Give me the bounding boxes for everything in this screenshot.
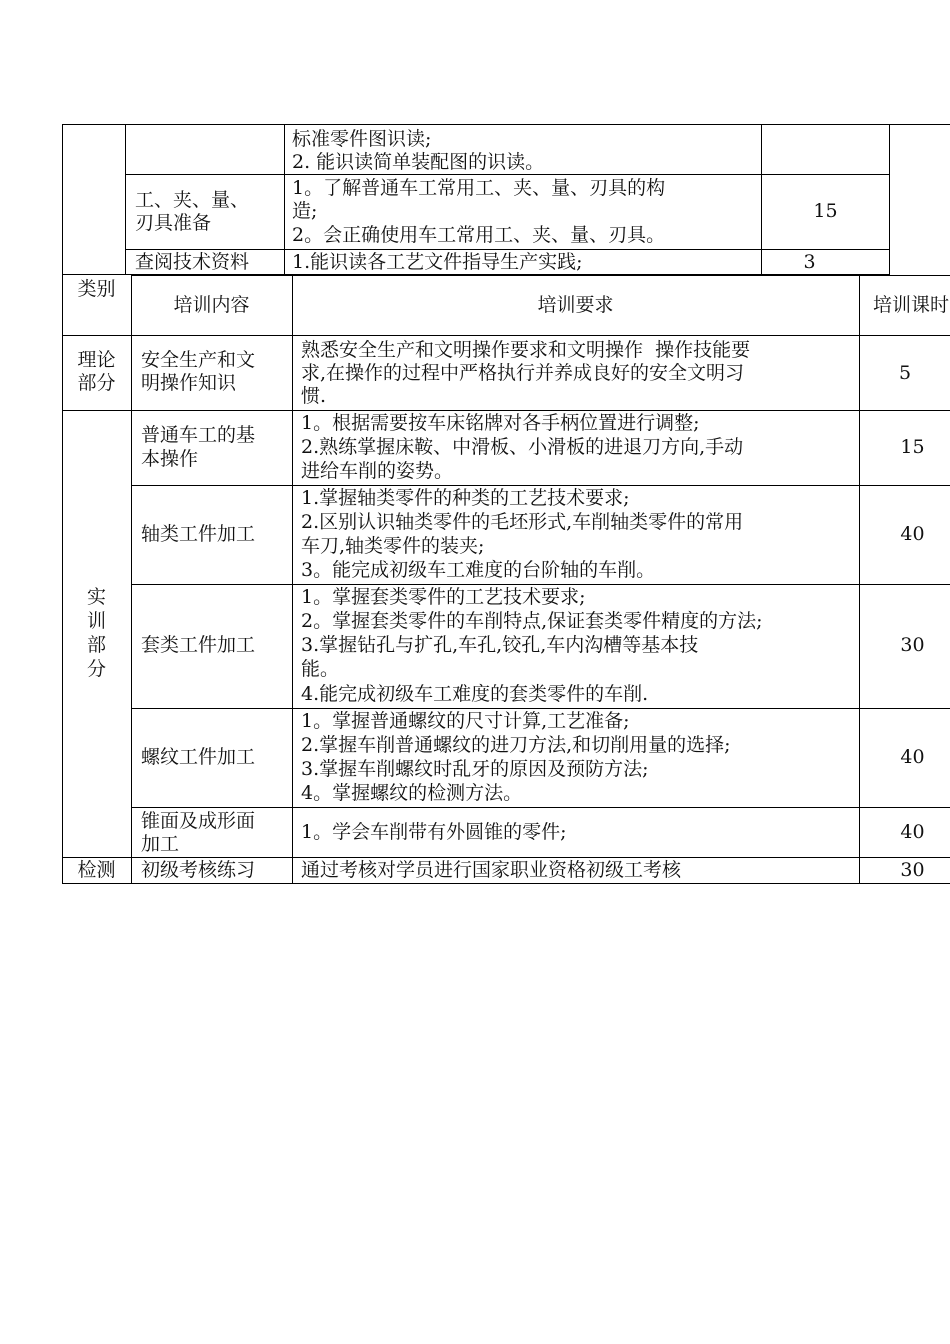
header-hours: 培训课时 bbox=[873, 294, 950, 316]
hours-cell: 40 bbox=[900, 821, 925, 843]
table-border bbox=[125, 249, 890, 250]
content-cell: 查阅技术资料 bbox=[135, 251, 250, 273]
table-border bbox=[125, 124, 126, 274]
content-cell-line: 轴类工件加工 bbox=[141, 523, 256, 545]
requirement-line: 2.熟练掌握床鞍、中滑板、小滑板的进退刀方向,手动 bbox=[301, 436, 744, 458]
requirement-line: 车刀,轴类零件的装夹; bbox=[301, 535, 485, 557]
requirement-line: 1.掌握轴类零件的种类的工艺技术要求; bbox=[301, 487, 630, 509]
requirement-line: 2. 能识读简单装配图的识读。 bbox=[292, 151, 545, 173]
requirement-line: 3。能完成初级车工难度的台阶轴的车削。 bbox=[301, 559, 656, 581]
requirement-line: 1.能识读各工艺文件指导生产实践; bbox=[292, 251, 583, 273]
content-cell-line: 普通车工的基 bbox=[141, 424, 256, 446]
requirement-line: 进给车削的姿势。 bbox=[301, 460, 454, 482]
header-content: 培训内容 bbox=[173, 294, 250, 316]
category-cell: 理论 bbox=[77, 349, 116, 371]
category-cell: 检测 bbox=[77, 859, 116, 881]
requirement-line: 标准零件图识读; bbox=[292, 128, 432, 150]
requirement-line: 求,在操作的过程中严格执行并养成良好的安全文明习 bbox=[301, 362, 745, 384]
requirement-line: 能。 bbox=[301, 658, 340, 680]
table-border bbox=[62, 124, 63, 274]
hours-cell: 30 bbox=[900, 859, 925, 881]
hours-cell: 40 bbox=[900, 746, 925, 768]
table-border bbox=[292, 275, 293, 884]
category-cell: 分 bbox=[86, 658, 106, 680]
requirement-line: 1。掌握套类零件的工艺技术要求; bbox=[301, 586, 586, 608]
requirement-line: 3.掌握车削螺纹时乱牙的原因及预防方法; bbox=[301, 758, 649, 780]
requirement-line: 通过考核对学员进行国家职业资格初级工考核 bbox=[301, 859, 682, 881]
table-border bbox=[131, 485, 950, 486]
category-cell: 部 bbox=[86, 634, 106, 656]
content-cell: 初级考核练习 bbox=[141, 859, 256, 881]
content-cell-line: 刃具准备 bbox=[135, 212, 212, 234]
hours-cell: 5 bbox=[898, 362, 912, 384]
hours-cell: 15 bbox=[900, 436, 925, 458]
requirement-line: 造; bbox=[292, 200, 318, 222]
content-cell-line: 加工 bbox=[141, 833, 180, 855]
requirement-line: 3.掌握钻孔与扩孔,车孔,铰孔,车内沟槽等基本技 bbox=[301, 634, 699, 656]
content-cell-line: 工、夹、量、 bbox=[135, 189, 250, 211]
table-border bbox=[62, 410, 950, 411]
hours-cell: 30 bbox=[900, 634, 925, 656]
category-cell: 部分 bbox=[77, 372, 116, 394]
requirement-line: 2.掌握车削普通螺纹的进刀方法,和切削用量的选择; bbox=[301, 734, 731, 756]
requirement-line: 1。学会车削带有外圆锥的零件; bbox=[301, 821, 567, 843]
requirement-line: 1。根据需要按车床铭牌对各手柄位置进行调整; bbox=[301, 412, 700, 434]
table-border bbox=[131, 807, 950, 808]
header-requirements: 培训要求 bbox=[537, 294, 614, 316]
requirement-line: 2。掌握套类零件的车削特点,保证套类零件精度的方法; bbox=[301, 610, 763, 632]
hours-cell: 3 bbox=[803, 251, 816, 273]
category-cell: 训 bbox=[86, 610, 106, 632]
table-border bbox=[62, 883, 950, 884]
requirement-line: 1。了解普通车工常用工、夹、量、刃具的构 bbox=[292, 177, 666, 199]
table-border bbox=[62, 124, 891, 125]
table-border bbox=[284, 124, 285, 274]
table-border bbox=[62, 857, 950, 858]
requirement-line: 1。掌握普通螺纹的尺寸计算,工艺准备; bbox=[301, 710, 630, 732]
table-border bbox=[890, 124, 950, 125]
table-border bbox=[131, 275, 950, 276]
requirement-line: 4。掌握螺纹的检测方法。 bbox=[301, 782, 523, 804]
table-border bbox=[131, 275, 132, 884]
requirement-line: 4.能完成初级车工难度的套类零件的车削. bbox=[301, 683, 649, 705]
requirement-line: 2.区别认识轴类零件的毛坯形式,车削轴类零件的常用 bbox=[301, 511, 744, 533]
content-cell-line: 本操作 bbox=[141, 448, 199, 470]
table-border bbox=[125, 174, 890, 175]
table-border bbox=[889, 124, 890, 274]
header-category: 类别 bbox=[77, 278, 116, 300]
content-cell-line: 安全生产和文 bbox=[141, 349, 256, 371]
category-cell: 实 bbox=[86, 586, 106, 608]
table-border bbox=[131, 708, 950, 709]
requirement-line: 惯. bbox=[301, 385, 327, 407]
hours-cell: 40 bbox=[900, 523, 925, 545]
requirement-line: 熟悉安全生产和文明操作要求和文明操作 操作技能要 bbox=[301, 339, 751, 361]
table-border bbox=[62, 335, 950, 336]
content-cell-line: 螺纹工件加工 bbox=[141, 746, 256, 768]
content-cell-line: 明操作知识 bbox=[141, 372, 237, 394]
content-cell-line: 套类工件加工 bbox=[141, 634, 256, 656]
requirement-line: 2。会正确使用车工常用工、夹、量、刃具。 bbox=[292, 224, 666, 246]
hours-cell: 15 bbox=[813, 200, 838, 222]
table-border bbox=[131, 584, 950, 585]
content-cell-line: 锥面及成形面 bbox=[141, 810, 256, 832]
